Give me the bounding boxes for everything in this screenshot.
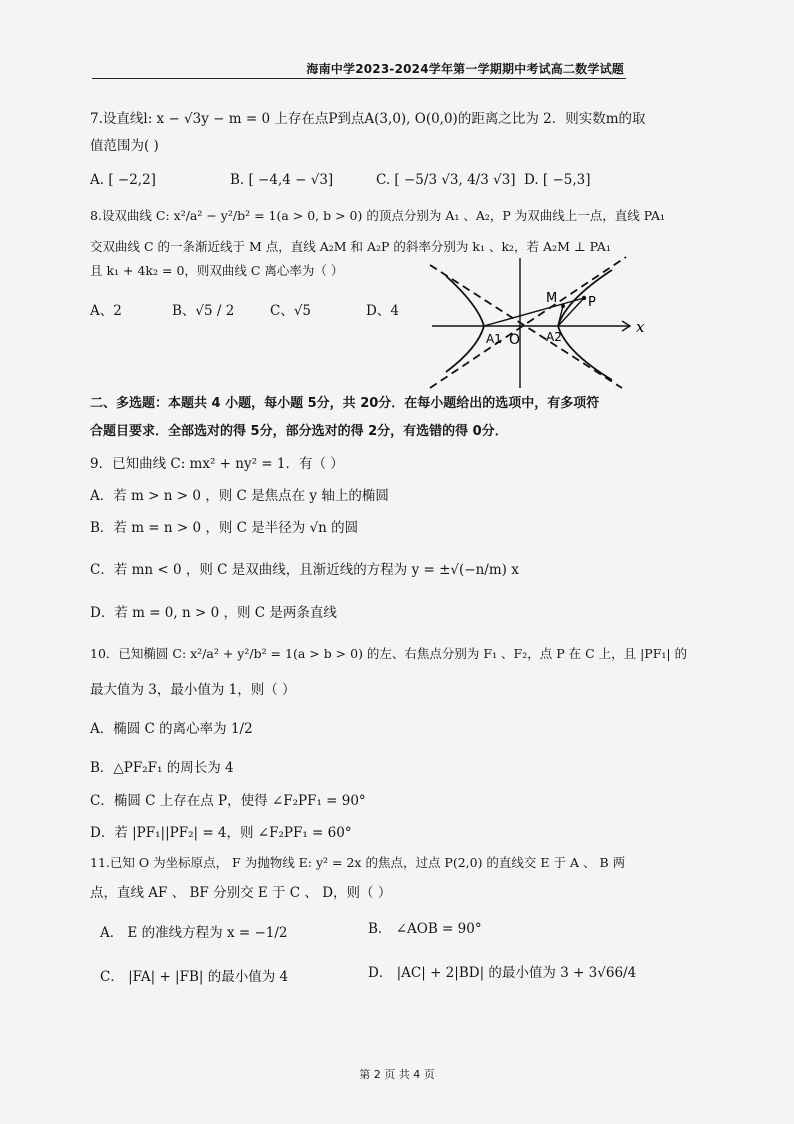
q8-stem-line1: 8.设双曲线 C: x²/a² − y²/b² = 1(a > 0, b > 0) 的顶点分别为 A₁ 、A₂，P 为双曲线上一点，直线 PA₁ <box>90 208 666 223</box>
q7-option-b: B. [ −4,4 − √3] <box>230 172 334 188</box>
label-p: P <box>588 295 596 310</box>
left-branch <box>446 276 484 372</box>
q9-option-a: A．若 m > n > 0 ，则 C 是焦点在 y 轴上的椭圆 <box>90 488 389 504</box>
q11-option-a: A． E 的准线方程为 x = −1/2 <box>100 925 288 941</box>
q10-option-c: C．椭圆 C 上存在点 P，使得 ∠F₂PF₁ = 90° <box>90 793 366 809</box>
page-header: 海南中学2023-2024学年第一学期期中考试高二数学试题 <box>306 62 624 76</box>
line-pa1 <box>484 298 584 326</box>
label-m: M <box>546 291 558 306</box>
q7-option-d: D. [ −5,3] <box>524 172 591 188</box>
q9-stem: 9．已知曲线 C: mx² + ny² = 1．有（ ） <box>90 456 344 472</box>
point-m <box>561 304 565 308</box>
q10-option-a: A．椭圆 C 的离心率为 1/2 <box>90 721 253 737</box>
q8-option-d: D、4 <box>366 303 399 319</box>
q9-option-b: B．若 m = n > 0 ，则 C 是半径为 √n 的圆 <box>90 520 359 536</box>
q11-option-b: B． ∠AOB = 90° <box>368 921 482 937</box>
label-o: O <box>509 332 521 348</box>
page-footer: 第 2 页 共 4 页 <box>359 1068 435 1081</box>
q10-stem-line2: 最大值为 3，最小值为 1，则（ ） <box>90 682 296 698</box>
q8-option-a: A、2 <box>90 303 122 319</box>
q11-stem-line1: 11.已知 O 为坐标原点， F 为抛物线 E: y² = 2x 的焦点，过点 P(2,0) 的直线交 E 于 A 、 B 两 <box>90 855 626 870</box>
q10-stem-line1: 10．已知椭圆 C: x²/a² + y²/b² = 1(a > b > 0) 的左、右焦点分别为 F₁ 、F₂，点 P 在 C 上，且 |PF₁| 的 <box>90 646 688 661</box>
q7-option-c: C. [ −5/3 √3, 4/3 √3] <box>376 172 516 188</box>
section2-line1: 二、多选题：本题共 4 小题，每小题 5分，共 20分．在每小题给出的选项中，有多项符 <box>90 396 600 411</box>
q8-option-b: B、√5 / 2 <box>172 303 235 319</box>
q11-option-c: C． |FA| + |FB| 的最小值为 4 <box>100 969 289 985</box>
q9-option-d: D．若 m = 0, n > 0 ，则 C 是两条直线 <box>90 605 337 621</box>
q8-stem-line2: 交双曲线 C 的一条渐近线于 M 点，直线 A₂M 和 A₂P 的斜率分别为 k₁ 、k₂，若 A₂M ⊥ PA₁ <box>90 239 611 254</box>
label-x: x <box>636 318 645 336</box>
q9-option-c: C．若 mn < 0 ，则 C 是双曲线，且渐近线的方程为 y = ±√(−n/m) x <box>90 562 519 578</box>
q8-stem-line3: 且 k₁ + 4k₂ = 0，则双曲线 C 离心率为（ ） <box>90 263 344 278</box>
q7-option-a: A. [ −2,2] <box>90 172 156 188</box>
section2-line2: 合题目要求．全部选对的得 5分，部分选对的得 2分，有选错的得 0分． <box>90 424 508 439</box>
q11-option-d: D． |AC| + 2|BD| 的最小值为 3 + 3√66/4 <box>368 965 637 981</box>
q7-stem-line1: 7.设直线l: x − √3y − m = 0 上存在点P到点A(3,0), O(0,0)的距离之比为 2．则实数m的取 <box>90 111 646 127</box>
q8-option-c: C、√5 <box>270 303 312 319</box>
label-a2: A2 <box>546 330 562 344</box>
label-a1: A1 <box>486 332 502 346</box>
point-p <box>582 296 586 300</box>
q10-option-b: B．△PF₂F₁ 的周长为 4 <box>90 760 234 776</box>
q7-stem-line2: 值范围为( ) <box>90 138 159 154</box>
q10-option-d: D．若 |PF₁||PF₂| = 4，则 ∠F₂PF₁ = 60° <box>90 825 352 841</box>
q11-stem-line2: 点，直线 AF 、 BF 分别交 E 于 C 、 D，则（ ） <box>90 885 392 901</box>
asymptote-2 <box>430 257 626 388</box>
